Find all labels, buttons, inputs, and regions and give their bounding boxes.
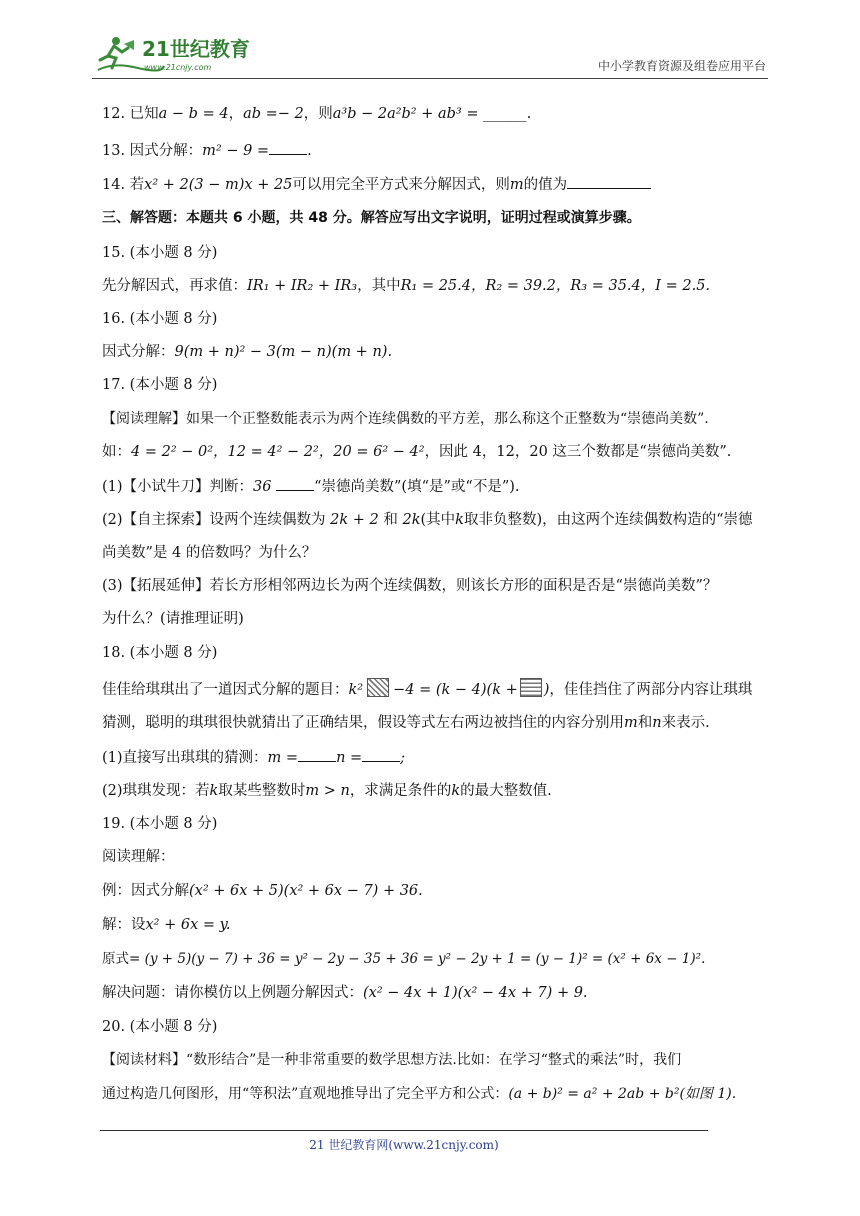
question-13: 13. 因式分解：m² − 9 = .	[102, 140, 312, 161]
answer-blank	[362, 747, 400, 762]
logo-text: 21世纪教育	[142, 37, 250, 61]
question-18-part1: (1)直接写出琪琪的猜测：m = n = ;	[102, 747, 405, 768]
question-14: 14. 若x² + 2(3 − m)x + 25可以用完全平方式来分解因式，则m的值为	[102, 174, 651, 195]
question-17-part1: (1)【小试牛刀】判断：36 “崇德尚美数”(填“是”或“不是”).	[102, 476, 520, 497]
question-17-intro: 【阅读理解】如果一个正整数能表示为两个连续偶数的平方差，那么称这个正整数为“崇德尚美数”.	[102, 411, 709, 427]
answer-blank	[269, 140, 307, 155]
question-16-body: 因式分解：9(m + n)² − 3(m − n)(m + n).	[102, 344, 393, 360]
question-18-title: 18. (本小题 8 分)	[102, 645, 218, 661]
hidden-box-striped	[520, 678, 542, 697]
question-19-task: 解决问题：请你模仿以上例题分解因式：(x² − 4x + 1)(x² − 4x + 7) + 9.	[102, 985, 588, 1001]
page-header	[92, 30, 768, 79]
question-18-line1: 佳佳给琪琪出了一道因式分解的题目：k² −4 = (k − 4)(k + )，佳佳挡住了两部分内容让琪琪	[102, 678, 752, 700]
page-footer: 21 世纪教育网(www.21cnjy.com)	[309, 1138, 499, 1152]
question-20-title: 20. (本小题 8 分)	[102, 1019, 218, 1035]
question-18-part2: (2)琪琪发现：若k取某些整数时m > n，求满足条件的k的最大整数值.	[102, 783, 552, 799]
question-17-title: 17. (本小题 8 分)	[102, 377, 218, 393]
question-17-example: 如：4 = 2² − 0²，12 = 4² − 2²，20 = 6² − 4²，因此 4，12，20 这三个数都是“崇德尚美数”.	[102, 444, 732, 460]
question-19-derivation: 原式= (y + 5)(y − 7) + 36 = y² − 2y − 35 + 36 = y² − 2y + 1 = (y − 1)² = (x² + 6x − 1)².	[102, 951, 706, 967]
question-17-part2: (2)【自主探索】设两个连续偶数为 2k + 2 和 2k(其中k取非负整数)，由这两个连续偶数构造的“崇德	[102, 512, 753, 528]
answer-blank	[298, 747, 336, 762]
question-17-part3-cont: 为什么？(请推理证明)	[102, 611, 244, 627]
answer-blank	[276, 476, 314, 491]
question-19-solution: 解：设x² + 6x = y.	[102, 917, 231, 933]
logo-url: www.21cnjy.com	[144, 63, 212, 72]
question-19-read: 阅读理解：	[102, 849, 175, 865]
question-16-title: 16. (本小题 8 分)	[102, 311, 218, 327]
question-18-line2: 猜测，聪明的琪琪很快就猜出了正确结果，假设等式左右两边被挡住的内容分别用m和n来表示.	[102, 715, 710, 731]
question-12: 12. 已知a − b = 4，ab =− 2，则a³b − 2a²b² + ab³ = ______.	[102, 106, 532, 122]
section-heading: 三、解答题：本题共 6 小题，共 48 分。解答应写出文字说明，证明过程或演算步骤。	[102, 210, 641, 226]
question-20-line2: 通过构造几何图形，用“等积法”直观地推导出了完全平方和公式：(a + b)² = a² + 2ab + b²(如图 1).	[102, 1086, 737, 1102]
question-15-title: 15. (本小题 8 分)	[102, 245, 218, 261]
question-19-title: 19. (本小题 8 分)	[102, 816, 218, 832]
question-20-line1: 【阅读材料】“数形结合”是一种非常重要的数学思想方法.比如：在学习“整式的乘法”时，我们	[102, 1052, 682, 1068]
footer-divider	[100, 1130, 708, 1131]
answer-blank	[567, 174, 651, 189]
logo-21cnjy	[94, 32, 264, 76]
question-17-part2-cont: 尚美数”是 4 的倍数吗？为什么？	[102, 545, 317, 561]
question-17-part3: (3)【拓展延伸】若长方形相邻两边长为两个连续偶数，则该长方形的面积是否是“崇德尚美数”？	[102, 578, 718, 594]
question-15-body: 先分解因式，再求值：IR₁ + IR₂ + IR₃，其中R₁ = 25.4，R₂ = 39.2，R₃ = 35.4，I = 2.5.	[102, 278, 711, 294]
header-platform-text: 中小学教育资源及组卷应用平台	[597, 59, 766, 73]
hidden-box-hatched	[367, 678, 389, 697]
question-19-example: 例：因式分解(x² + 6x + 5)(x² + 6x − 7) + 36.	[102, 883, 423, 899]
